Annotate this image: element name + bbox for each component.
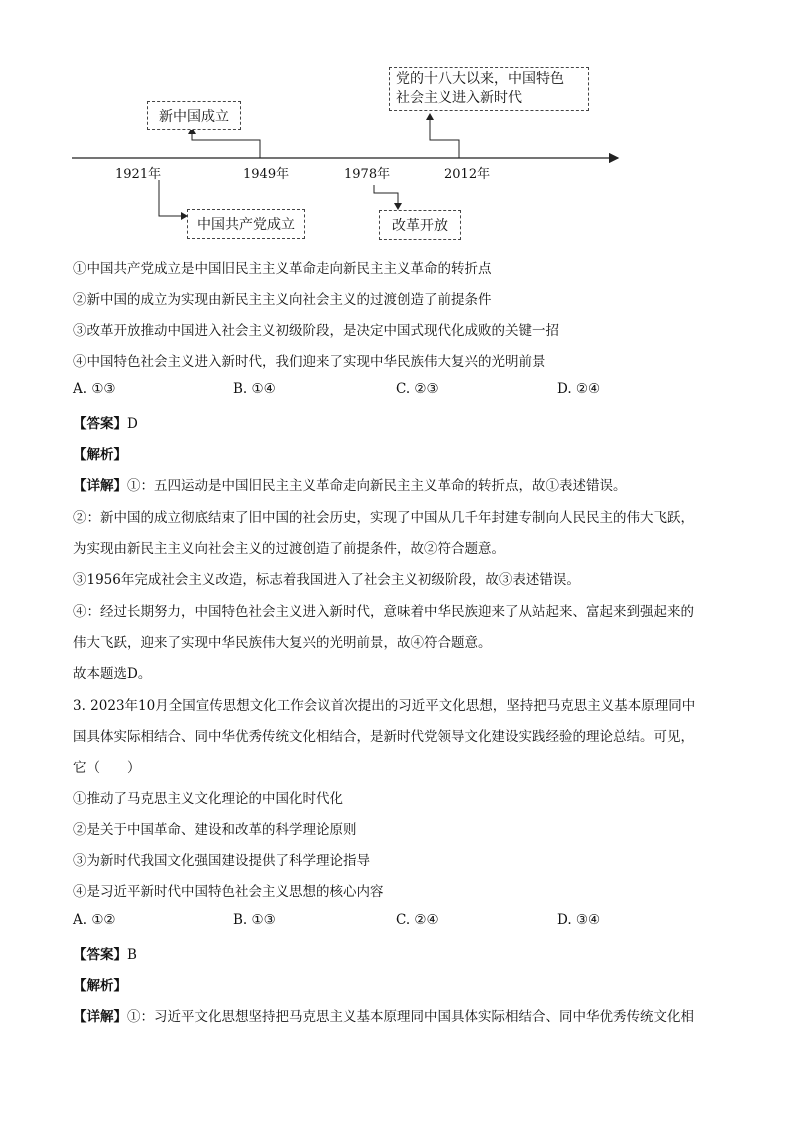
connector-1921 bbox=[159, 180, 183, 216]
box-new-era bbox=[389, 67, 589, 111]
q3-analysis-tag: 【解析】 bbox=[73, 978, 127, 994]
q3-detail-tag: 【详解】 bbox=[73, 1009, 127, 1025]
q2-option-d: D. ②④ bbox=[557, 381, 601, 397]
q2-option-a: A. ①③ bbox=[73, 381, 116, 397]
connector-1978 bbox=[374, 185, 398, 205]
q3-answer-value: B bbox=[127, 947, 137, 963]
q2-statement-1: ①中国共产党成立是中国旧民主主义革命走向新民主主义革命的转折点 bbox=[73, 261, 492, 277]
q3-stem-line-1: 3. 2023年10月全国宣传思想文化工作会议首次提出的习近平文化思想，坚持把马克思主义基本原理同中 bbox=[73, 698, 696, 714]
q3-option-b: B. ①③ bbox=[233, 912, 276, 928]
q2-detail-text-1: ①：五四运动是中国旧民主主义革命走向新民主主义革命的转折点，故①表述错误。 bbox=[127, 478, 627, 494]
q2-answer-value: D bbox=[127, 416, 138, 432]
box-new-era-line2: 社会主义进入新时代 bbox=[396, 90, 522, 106]
box-new-era-line1: 党的十八大以来，中国特色 bbox=[396, 71, 564, 87]
q3-detail-line-1 bbox=[73, 1005, 694, 1025]
connector-2012 bbox=[430, 118, 459, 158]
q3-option-c: C. ②④ bbox=[396, 912, 439, 928]
q3-statement-1: ①推动了马克思主义文化理论的中国化时代化 bbox=[73, 791, 343, 807]
q3-stem-line-2: 国具体实际相结合、同中华优秀传统文化相结合，是新时代党领导文化建设实践经验的理论总结。可见， bbox=[73, 729, 694, 745]
q3-statement-4: ④是习近平新时代中国特色社会主义思想的核心内容 bbox=[73, 884, 384, 900]
connector-1949 bbox=[192, 132, 260, 158]
q3-option-a: A. ①② bbox=[73, 912, 116, 928]
year-label-1978: 1978年 bbox=[344, 167, 391, 182]
q2-option-c: C. ②③ bbox=[396, 381, 439, 397]
q2-statement-4: ④中国特色社会主义进入新时代，我们迎来了实现中华民族伟大复兴的光明前景 bbox=[73, 354, 546, 370]
box-cpc-founded bbox=[187, 209, 305, 239]
year-label-1921: 1921年 bbox=[115, 167, 162, 182]
year-label-1949: 1949年 bbox=[243, 167, 290, 182]
q3-statement-2: ②是关于中国革命、建设和改革的科学理论原则 bbox=[73, 822, 357, 838]
box-reform bbox=[379, 210, 461, 240]
q2-analysis-tag: 【解析】 bbox=[73, 447, 127, 463]
q2-answer-tag: 【答案】 bbox=[73, 416, 127, 432]
year-label-2012: 2012年 bbox=[444, 167, 491, 182]
q2-detail-line-3: 为实现由新民主主义向社会主义的过渡创造了前提条件，故②符合题意。 bbox=[73, 541, 505, 557]
q2-detail-line-5: ④：经过长期努力，中国特色社会主义进入新时代，意味着中华民族迎来了从站起来、富起来到强起来的 bbox=[73, 604, 694, 620]
box-new-china-text: 新中国成立 bbox=[159, 108, 229, 125]
q2-answer bbox=[73, 412, 138, 432]
q3-statement-3: ③为新时代我国文化强国建设提供了科学理论指导 bbox=[73, 853, 370, 869]
q3-stem-line-3: 它（ ） bbox=[73, 760, 141, 776]
box-reform-text: 改革开放 bbox=[392, 218, 448, 234]
q2-statement-2: ②新中国的成立为实现由新民主主义向社会主义的过渡创造了前提条件 bbox=[73, 292, 492, 308]
box-new-china bbox=[147, 101, 241, 130]
q2-option-b: B. ①④ bbox=[233, 381, 276, 397]
q3-answer bbox=[73, 943, 137, 963]
q2-detail-line-1 bbox=[73, 474, 627, 494]
box-cpc-founded-text: 中国共产党成立 bbox=[197, 217, 295, 233]
q2-detail-line-4: ③1956年完成社会主义改造，标志着我国进入了社会主义初级阶段，故③表述错误。 bbox=[73, 572, 580, 588]
q3-answer-tag: 【答案】 bbox=[73, 947, 127, 963]
q2-detail-line-7: 故本题选D。 bbox=[73, 666, 152, 682]
q2-detail-line-2: ②：新中国的成立彻底结束了旧中国的社会历史，实现了中国从几千年封建专制向人民民主的伟大飞跃， bbox=[73, 510, 694, 526]
q2-detail-line-6: 伟大飞跃，迎来了实现中华民族伟大复兴的光明前景，故④符合题意。 bbox=[73, 635, 492, 651]
q2-detail-tag: 【详解】 bbox=[73, 478, 127, 494]
q2-statement-3: ③改革开放推动中国进入社会主义初级阶段，是决定中国式现代化成败的关键一招 bbox=[73, 323, 559, 339]
q3-detail-text-1: ①：习近平文化思想坚持把马克思主义基本原理同中国具体实际相结合、同中华优秀传统文化相 bbox=[127, 1009, 694, 1025]
q3-option-d: D. ③④ bbox=[557, 912, 601, 928]
